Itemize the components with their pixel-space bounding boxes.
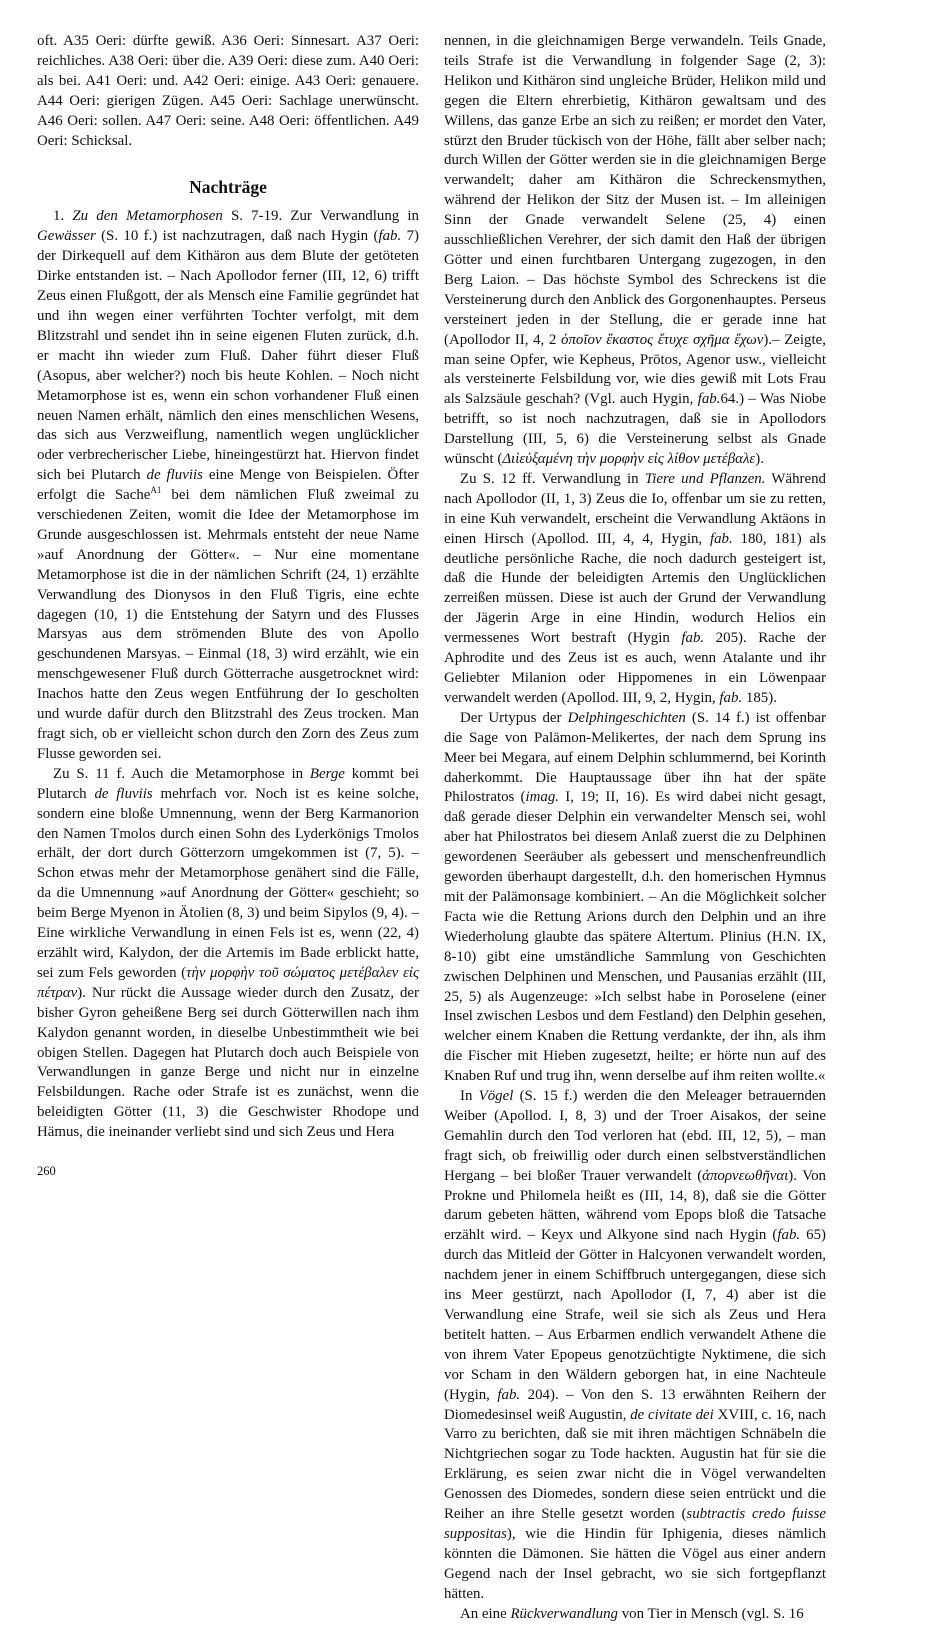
paragraph-berge-continued: nennen, in die gleichnamigen Berge verwandeln. Teils Gnade, teils Strafe ist die Verwandlung in folgender Sage (2, 3): Helikon und Kithäron sind ungleiche Brüder, Helikon mild und gegen die Eltern ehrerbietig, Kithäron gewaltsam und des Willens, das ganze Erbe an sich zu reißen; er mordet den Vater, stürzt den Bruder tückisch von der Höhe, fällt aber selber nach; durch Willen der Götter werden sie in die gleichnamigen Berge verwandelt; daher am Kithäron die Schreckensmythen, während der Helikon der Sitz der Musen ist. – Im alleinigen Sinn der Gnade verwandelt Selene (25, 4) einen ausschließlichen Verehrer, der sich damit den Haß der übrigen Götter und einen furchtbaren Untergang zugezogen, in den Berg Laion. – Das höchste Symbol des Schreckens ist die Versteinerung durch den Anblick des Gorgonenhauptes. Perseus versteinert jeden in der Stellung, die er gerade inne hat (Apollodor II, 4, 2 ὁποῖον ἕκαστος ἔτυχε σχῆμα ἔχων).– Zeigte, man seine Opfer, wie Kepheus, Prōtos, Agenor usw., vielleicht als versteinerte Felsbildung vor, wie dies gewiß mit Lots Frau als Salzsäule geschah? (Vgl. auch Hygin, fab.64.) – Was Niobe betrifft, so ist noch nachzutragen, daß sie in Apollodors Darstellung (III, 5, 6) die Versteinerung selbst als Gnade wünscht (Διὶεὐξαμένη τὴν μορφὴν εἰς λίθον μετέβαλε).	[444, 33, 826, 468]
paragraph-metamorphosen: 1. Zu den Metamorphosen S. 7-19. Zur Verwandlung in Gewässer (S. 10 f.) ist nachzutragen, daß nach Hygin (fab. 7) der Dirkequell auf dem Kithäron aus dem Blute der getöteten Dirke entstanden ist. – Nach Apollodor ferner (III, 12, 6) trifft Zeus einen Flußgott, der als Mensch eine Familie gegründet hat und ihn wegen einer verführten Tochter verfolgt, mit dem Blitzstrahl und sendet ihn in seine eigenen Fluten zurück, d.h. er macht ihn wieder zum Fluß. Daher führt dieser Fluß (Asopus, aber welcher?) noch bis heute Kohlen. – Noch nicht Metamorphose ist es, wenn ein schon vorhandener Fluß einen neuen Namen erhält, nämlich den eines menschlichen Wesens, das sich aus Verzweiflung, namentlich wegen unglücklicher oder verbrecherischer Liebe, hineingestürzt hat. Hiervon findet sich bei Plutarch de fluviis eine Menge von Beispielen. Öfter erfolgt die Sache$^{A1}$ bei dem nämlichen Fluß zweimal zu verschiedenen Zeiten, womit die Idee der Metamorphose im Grunde ausgeschlossen ist. Mehrmals entsteht der neue Name »auf Anordnung der Götter«. – Nur eine momentane Metamorphose ist die in der nämlichen Schrift (24, 1) erzählte Verwandlung des Dionysos in den Fluß Tigris, eine echte dagegen (10, 1) die Entstehung der Satyrn und des Flusses Marsyas aus dem strömenden Blute des von Apollo geschundenen Marsyas. – Einmal (18, 3) wird erzählt, wie ein menschgewesener Fluß durch Götterrache ausgetrocknet wird: Inachos hatte den Zeus wegen Entführung der Io gescholten und wurde dafür durch den Blitzstrahl des Zeus trocken. Man fragt sich, ob er vielleicht schon durch den Zorn des Zeus zum Flusse geworden sei.	[37, 208, 419, 762]
greek-quote: τὴν μορφὴν τοῦ σώματος μετέβαλεν εἰς πέτραν	[37, 964, 420, 1001]
greek-quote: ἀπορνεωθῆναι	[702, 1167, 789, 1184]
paragraph-voegel: In Vögel (S. 15 f.) werden die den Meleager betrauernden Weiber (Apollod. I, 8, 3) und der Troer Aisakos, der seine Gemahlin durch den Tod verloren hat (ebd. III, 12, 5), – man fragt sich, ob freiwillig oder durch einen selbstverständlichen Hergang – bei bloßer Trauer verwandelt (ἀπορνεωθῆναι). Von Prokne und Philomela heißt es (III, 14, 8), daß sie die Götter darum gebeten hätten, während vom Epops bloß die Tatsache erzählt wird. – Keyx und Alkyone sind nach Hygin (fab. 65) durch das Mitleid der Götter in Halcyonen verwandelt worden, nachdem jener in einem Schiffbruch untergegangen, diese sich ins Meer gestürzt, nach Apollodor (I, 7, 4) aber ist die Verwandlung eine Strafe, weil sie sich als Zeus und Hera betitelt hatten. – Aus Erbarmen endlich verwandelt Athene die von ihrem Vater Epopeus genotzüchtigte Nyktimene, die sich vor Scham in den Wäldern geborgen hat, in eine Nachteule (Hygin, fab. 204). – Von den S. 13 erwähnten Reihern der Diomedesinsel weiß Augustin, de civitate dei XVIII, c. 16, nach Varro zu berichten, daß sie mit ihren mächtigen Schnäbeln die Nichtgriechen sogar zu Tode hackten. Augustin hat für sie die Erklärung, es seien zwar nicht die in Vögel verwandelten Genossen des Diomedes, sondern diese seien entrückt und die Reiher an ihre Stelle gesetzt worden (subtractis credo fuisse suppositas), wie die Hindin für Iphigenia, dieses nämlich könnten die Dämonen. Sie hätten die Vögel aus einer andern Gegend nach der Insel gebracht, wo sie sich fortgepflanzt hätten.	[444, 1088, 826, 1602]
right-column	[444, 32, 826, 1625]
page-number: 260	[37, 1164, 56, 1178]
paragraph-berge: Zu S. 11 f. Auch die Metamorphose in Berge kommt bei Plutarch de fluviis mehrfach vor. Noch ist es keine solche, sondern eine bloße Umnennung, wenn der Berg Karmanorion den Namen Tmolos durch einen Sohn des Lyderkönigs Tmolos erhält, der dort durch Götterzorn umgekommen ist (7, 5). – Schon etwas mehr der Metamorphose genähert sind die Fälle, da die Umnennung »auf Anordnung der Götter« geschieht; so beim Berge Myenon in Ätolien (8, 3) und beim Sipylos (9, 4). – Eine wirkliche Verwandlung in einen Fels ist es, wenn (22, 4) erzählt wird, Kalydon, der die Artemis im Bade erblickt hatte, sei zum Fels geworden (τὴν μορφὴν τοῦ σώματος μετέβαλεν εἰς πέτραν). Nur rückt die Aussage wieder durch den Zusatz, der bisher Gyron geheißene Berg sei durch Götterwillen nach ihm Kalydon genannt worden, in dieselbe Unbestimmtheit wie bei obigen Stellen. Dagegen hat Plutarch doch auch Beispiele von Verwandlungen in ganze Berge und nicht nur in einzelne Felsbildungen. Rache oder Strafe ist es zunächst, wenn die beleidigten Götter (11, 3) die Geschwister Rhodope und Hämus, die ineinander verliebt sind und sich Zeus und Hera	[37, 765, 420, 1141]
greek-quote: ὁποῖον ἕκαστος ἔτυχε σχῆμα ἔχων	[561, 331, 764, 348]
footnote-tail: oft. A35 Oeri: dürfte gewiß. A36 Oeri: Sinnesart. A37 Oeri: reichliches. A38 Oeri: über die. A39 Oeri: diese zum. A40 Oeri: als bei. A41 Oeri: und. A42 Oeri: einige. A43 Oeri: genauere. A44 Oeri: gierigen Zügen. A45 Oeri: Sachlage unerwünscht. A46 Oeri: sollen. A47 Oeri: seine. A48 Oeri: öffentlichen. A49 Oeri: Schicksal.	[37, 33, 419, 149]
greek-quote: εὐξαμένη τὴν μορφὴν εἰς λίθον μετέβαλε	[519, 451, 756, 468]
left-column	[37, 32, 419, 1143]
section-heading: Nachträge	[189, 177, 267, 198]
greek-quote: Διὶ	[502, 451, 520, 468]
footnote-marker: A1	[150, 485, 162, 496]
paragraph-tiere-pflanzen: Zu S. 12 ff. Verwandlung in Tiere und Pflanzen. Während nach Apollodor (II, 1, 3) Zeus die Io, offenbar um sie zu retten, in eine Kuh verwandelt, erscheint die Verwandlung Aktäons in einen Hirsch (Apollod. III, 4, 4, Hygin, fab. 180, 181) als deutliche persönliche Rache, die noch dadurch gesteigert ist, daß die Hunde der beleidigten Artemis den Unglücklichen zerreißen müssen. Diese ist auch der Grund der Verwandlung der Jägerin Arge in eine Hindin, wodurch Helios ein vermessenes Wort bestraft (Hygin fab. 205). Rache der Aphrodite und des Zeus ist es auch, wenn Atalante und ihr Geliebter Milanion oder Hippomenes in ein Löwenpaar verwandelt werden (Apollod. III, 9, 2, Hygin, fab. 185).	[444, 470, 826, 706]
paragraph-delphingeschichten: Der Urtypus der Delphingeschichten (S. 14 f.) ist offenbar die Sage von Palämon-Melikertes, der nach dem Sprung ins Meer bei Megara, auf einem Delphin schlummernd, bei Korinth daherkommt. Die Hauptaussage über ihn hat der späte Philostratos (imag. I, 19; II, 16). Es wird dabei nicht gesagt, daß gerade dieser Delphin ein verwandelter Mensch sei, wohl aber hat Philostratos bei diesem Anlaß zuerst die zu Delphinen gewordenen Seeräuber als gebessert und menschenfreundlich geworden überhaupt dargestellt, d.h. den homerischen Hymnus mit der Palämonsage kombiniert. – An die Möglichkeit solcher Facta wie die Rettung Arions durch den Delphin und an ihre Wiederholung glaubte das spätere Altertum. Plinius (H.N. IX, 8-10) gibt eine umständliche Sammlung von Geschichten zwischen Delphinen und Menschen, und Pausanias erzählt (III, 25, 5) als Augenzeuge: »Ich selbst habe in Poroselene (einer Insel zwischen Lesbos und dem Festland) den Delphin gesehen, welcher einem Knaben die Rettung verdankte, der ihn, als ihm die Fischer mit Hieben zugesetzt, heilte; er hörte nun auf des Knaben Ruf und trug ihn, wenn derselbe auf ihm reiten wollte.«	[444, 709, 826, 1085]
paragraph-rueckverwandlung: An eine Rückverwandlung von Tier in Mensch (vgl. S. 16	[460, 1605, 804, 1622]
